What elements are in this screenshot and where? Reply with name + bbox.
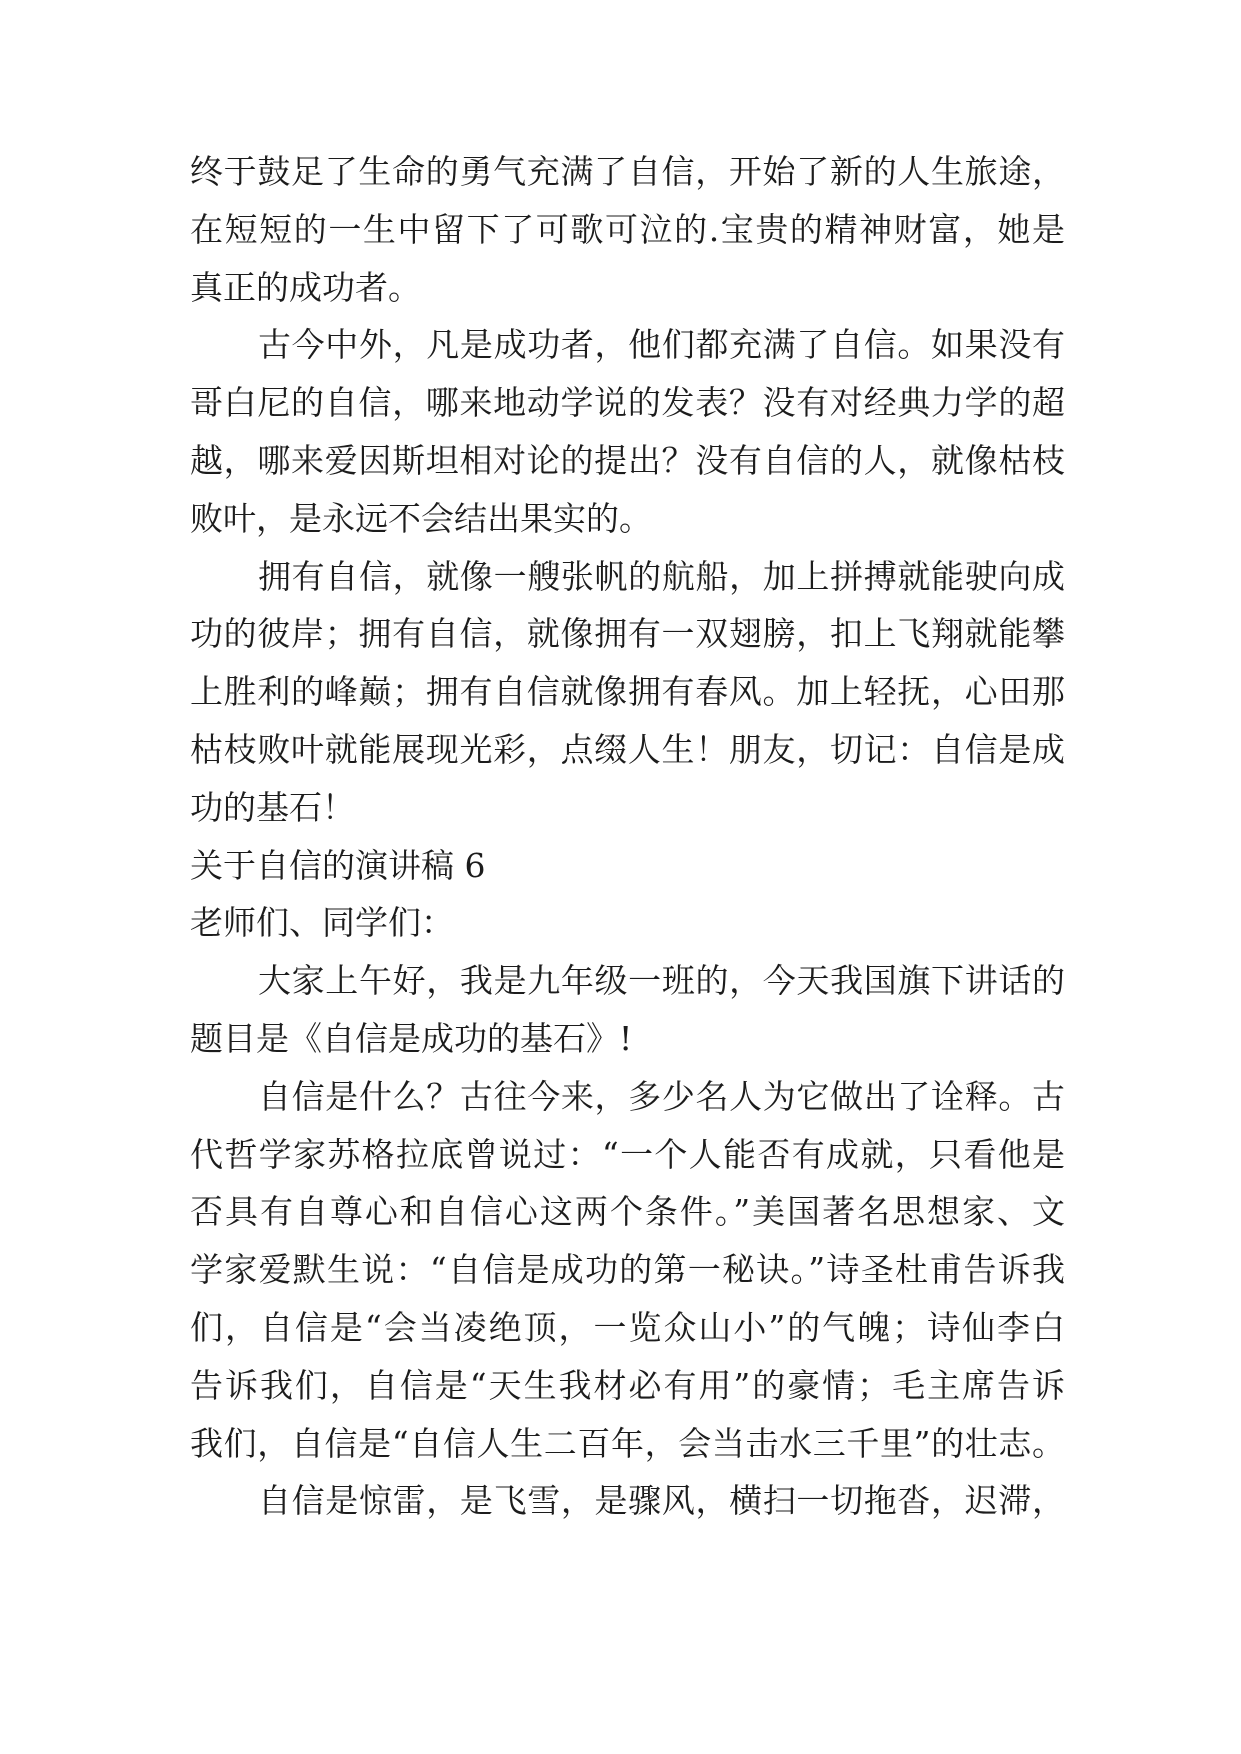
section-heading: 关于自信的演讲稿 6 bbox=[190, 846, 486, 885]
text-line: 在短短的一生中留下了可歌可泣的.宝贵的精神财富，她是 bbox=[190, 210, 1065, 249]
text-line: 败叶，是永远不会结出果实的。 bbox=[190, 499, 652, 538]
text-line: 终于鼓足了生命的勇气充满了自信，开始了新的人生旅途， bbox=[190, 152, 1065, 191]
text-line: 越，哪来爱因斯坦相对论的提出？没有自信的人，就像枯枝 bbox=[190, 441, 1065, 480]
text-line: 们，自信是“会当凌绝顶，一览众山小”的气魄；诗仙李白 bbox=[190, 1308, 1065, 1347]
text-line: 代哲学家苏格拉底曾说过：“一个人能否有成就，只看他是 bbox=[190, 1135, 1065, 1174]
salutation: 老师们、同学们： bbox=[190, 903, 454, 942]
paragraph-first-line: 拥有自信，就像一艘张帆的航船，加上拼搏就能驶向成 bbox=[258, 557, 1065, 596]
paragraph-first-line: 大家上午好，我是九年级一班的，今天我国旗下讲话的 bbox=[258, 961, 1065, 1000]
text-line: 我们，自信是“自信人生二百年，会当击水三千里”的壮志。 bbox=[190, 1424, 1065, 1463]
text-line: 哥白尼的自信，哪来地动学说的发表？没有对经典力学的超 bbox=[190, 383, 1065, 422]
text-line: 否具有自尊心和自信心这两个条件。”美国著名思想家、文 bbox=[190, 1192, 1065, 1231]
text-line: 告诉我们，自信是“天生我材必有用”的豪情；毛主席告诉 bbox=[190, 1366, 1065, 1405]
text-line: 真正的成功者。 bbox=[190, 268, 421, 307]
paragraph-first-line: 古今中外，凡是成功者，他们都充满了自信。如果没有 bbox=[258, 325, 1065, 364]
text-line: 枯枝败叶就能展现光彩，点缀人生！朋友，切记：自信是成 bbox=[190, 730, 1065, 769]
paragraph-first-line: 自信是什么？古往今来，多少名人为它做出了诠释。古 bbox=[258, 1077, 1065, 1116]
text-line: 学家爱默生说：“自信是成功的第一秘诀。”诗圣杜甫告诉我 bbox=[190, 1250, 1065, 1289]
text-line: 题目是《自信是成功的基石》! bbox=[190, 1019, 633, 1058]
text-line: 功的彼岸；拥有自信，就像拥有一双翅膀，扣上飞翔就能攀 bbox=[190, 614, 1065, 653]
text-line: 功的基石！ bbox=[190, 788, 355, 827]
paragraph-first-line: 自信是惊雷，是飞雪，是骤风，横扫一切拖沓，迟滞， bbox=[258, 1481, 1065, 1520]
text-line: 上胜利的峰巅；拥有自信就像拥有春风。加上轻抚，心田那 bbox=[190, 672, 1065, 711]
